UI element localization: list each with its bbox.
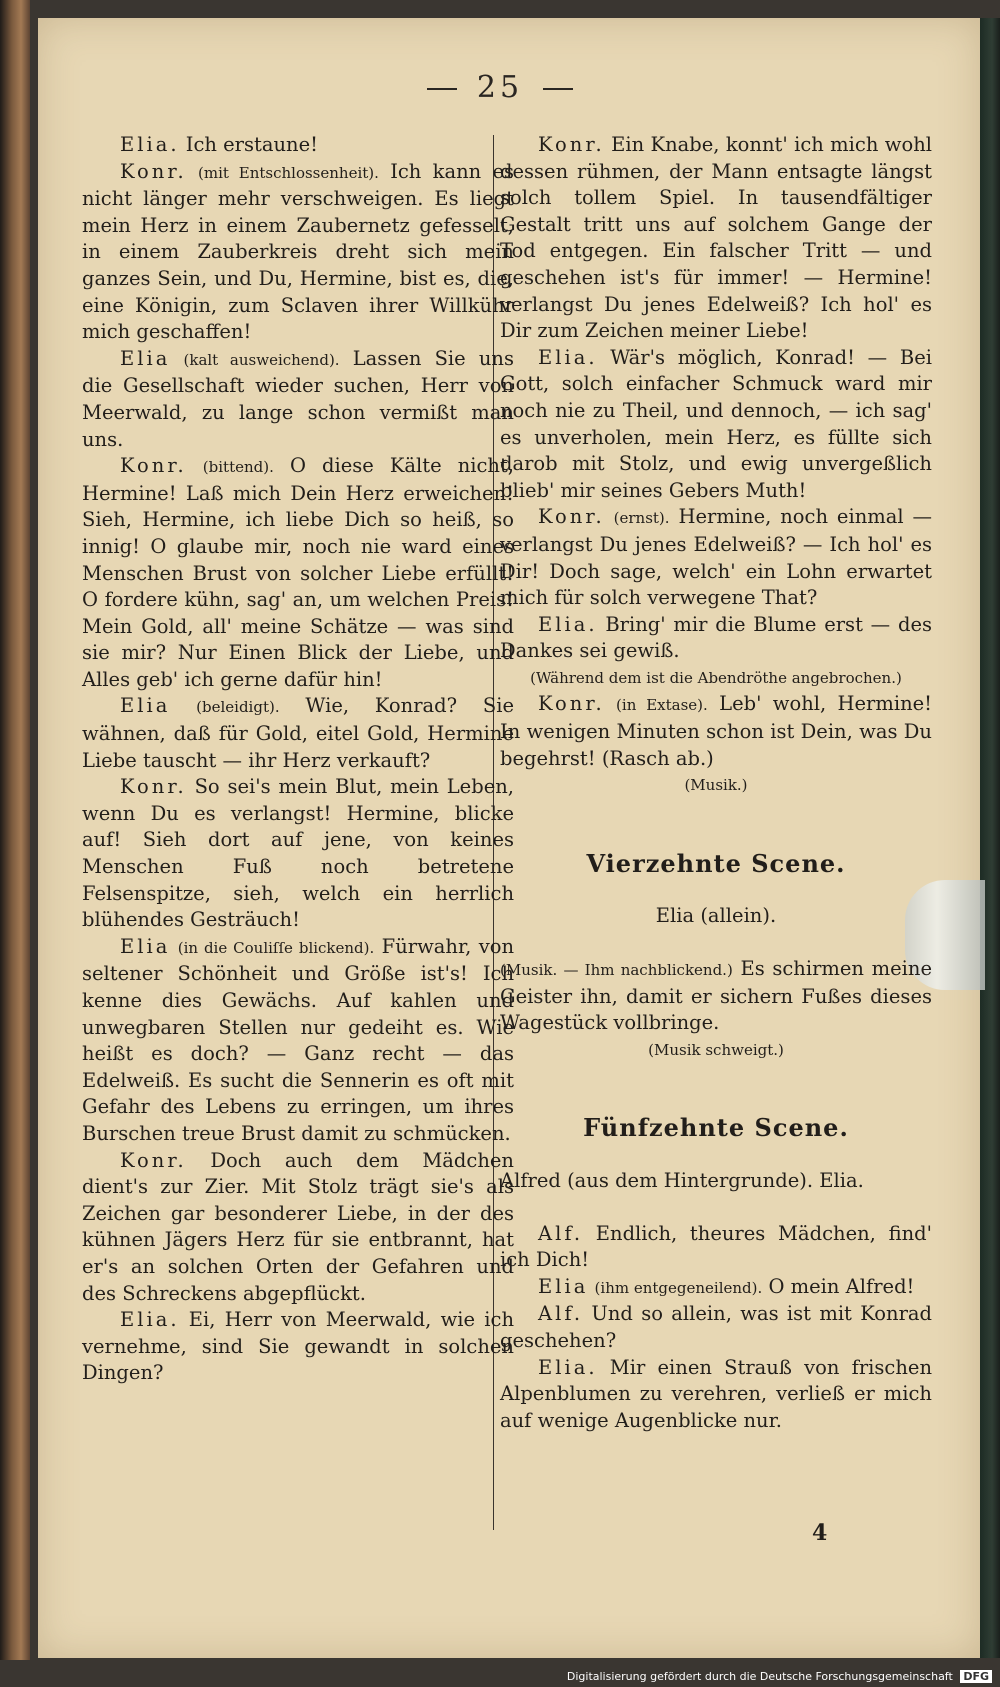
speaker-name: Alf. xyxy=(538,1221,584,1245)
line-text: Endlich, theures Mädchen, find' ich Dich! xyxy=(500,1221,932,1272)
left-column xyxy=(82,132,514,1387)
dfg-logo: DFG xyxy=(960,1670,992,1683)
speaker-name: Konr. xyxy=(120,159,187,183)
stage-direction: (kalt ausweichend). xyxy=(183,350,340,369)
speaker-name: Elia. xyxy=(120,1308,180,1332)
speaker-name: Elia xyxy=(120,694,171,718)
line-text: Wär's möglich, Konrad! — Bei Gott, solch einfacher Schmuck ward mir noch nie zu Theil, und dennoch, — ich sag' es unverholen, mein Herz, es füllte sich darob mit Stolz, und ewig unvergeßlich blieb' mir seines Gebers Muth! xyxy=(500,345,932,502)
dialogue-line xyxy=(82,934,514,1148)
speaker-name: Elia xyxy=(120,934,171,958)
dialogue-line xyxy=(82,346,514,453)
line-text: Und so allein, was ist mit Konrad geschehen? xyxy=(500,1302,932,1352)
line-text: O diese Kälte nicht, Hermine! Laß mich Dein Herz erweichen! Sieh, Hermine, ich liebe Dich so heiß, so innig! O glaube mir, noch nie ward eines Menschen Brust von solcher Liebe erfüllt! O fordere kühn, sag' an, um welchen Preis! Mein Gold, all' meine Schätze — was sind sie mir? Nur Einen Blick der Liebe, und Alles geb' ich gerne dafür hin! xyxy=(82,454,515,691)
dialogue-line xyxy=(500,612,932,665)
stage-direction: (Musik. — Ihm nachblickend.) xyxy=(500,961,733,980)
dialogue-line xyxy=(500,956,932,1037)
dash-right xyxy=(543,88,573,90)
line-text: Ei, Herr von Meerwald, wie ich vernehme, sind Sie gewandt in solchen Dingen? xyxy=(82,1308,514,1385)
signature-mark: 4 xyxy=(812,1520,828,1546)
stage-direction: (ernst). xyxy=(613,509,670,528)
stage-direction: (ihm entgegeneilend). xyxy=(594,1278,763,1297)
dialogue-line xyxy=(500,345,932,505)
scene-persons-15: Alfred (aus dem Hintergrunde). Elia. xyxy=(500,1169,864,1192)
dialogue-line xyxy=(82,453,514,693)
dialogue-line xyxy=(500,504,932,611)
dialogue-line xyxy=(500,691,932,772)
line-text: Leb' wohl, Hermine! In wenigen Minuten schon ist Dein, was Du begehrst! xyxy=(500,692,933,770)
music-end-direction: (Musik schweigt.) xyxy=(648,1040,784,1059)
previous-page-edge xyxy=(0,0,30,1660)
line-text: Bring' mir die Blume erst — des Dankes sei gewiß. xyxy=(500,612,932,663)
dialogue-line xyxy=(82,132,514,159)
spacer xyxy=(500,1063,932,1115)
line-text: Ich erstaune! xyxy=(185,133,318,156)
speaker-name: Elia. xyxy=(538,1355,598,1379)
scene-title-15: Fünfzehnte Scene. xyxy=(583,1113,849,1143)
dialogue-line xyxy=(82,1307,514,1387)
dialogue-line xyxy=(500,132,932,345)
right-column xyxy=(500,132,932,1434)
spacer xyxy=(500,1195,932,1221)
line-text: Mir einen Strauß von frischen Alpenblumen zu verehren, verließ er mich auf wenige Augenblicke nur. xyxy=(500,1355,932,1432)
speaker-name: Elia. xyxy=(538,345,598,369)
stage-direction: (beleidigt). xyxy=(196,698,280,717)
dialogue-line xyxy=(82,774,514,934)
line-text: Wie, Konrad? Sie wähnen, daß für Gold, eitel Gold, Hermine Liebe tauscht — ihr Herz verkauft? xyxy=(82,694,515,772)
dialogue-line xyxy=(500,1301,932,1354)
dash-left xyxy=(427,88,457,90)
speaker-name: Elia. xyxy=(538,612,598,636)
speaker-name: Konr. xyxy=(120,775,187,799)
page-binding-edge xyxy=(980,18,1000,1658)
dialogue-line xyxy=(500,1274,932,1302)
dialogue-line xyxy=(500,1221,932,1274)
stage-direction: (in die Couliſſe blickend). xyxy=(177,938,375,957)
line-text: O mein Alfred! xyxy=(768,1274,915,1298)
stage-direction: (mit Entschlossenheit). xyxy=(198,163,379,182)
speaker-name: Konr. xyxy=(120,1148,187,1172)
scene-title-14: Vierzehnte Scene. xyxy=(586,848,846,878)
line-text: Fürwahr, von seltener Schönheit und Größe ist's! Ich kenne dies Gewächs. Auf kahlen und unwegbaren Stellen nur gedeiht es. Wie heißt es doch? — Ganz recht — das Edelweiß. Es sucht die Sennerin es oft mit Gefahr des Lebens zu erringen, um ihres Burschen treue Brust damit zu schmücken. xyxy=(82,934,515,1145)
spacer xyxy=(500,930,932,956)
line-text: Doch auch dem Mädchen dient's zur Zier. Mit Stolz trägt sie's als Zeichen gar besonderer Liebe, in der des kühnen Jägers Herz für sie entbrannt, hat er's an solchen Orten der Gefahren und des Schreckens abgepflückt. xyxy=(82,1148,514,1305)
page-number: 25 xyxy=(0,70,1000,105)
line-text: Lassen Sie uns die Gesellschaft wieder suchen, Herr von Meerwald, zu lange schon vermißt man uns. xyxy=(82,346,514,451)
stage-direction: (bittend). xyxy=(202,458,274,477)
line-text: Ein Knabe, konnt' ich mich wohl dessen rühmen, der Mann entsagte längst solch tollem Spiel. In tausendfältiger Gestalt tritt uns auf solchem Gange der Tod entgegen. Ein falscher Tritt — und geschehen ist's für immer! — Hermine! verlangst Du jenes Edelweiß? Ich hol' es Dir zum Zeichen meiner Liebe! xyxy=(500,133,932,343)
scene-persons-14: Elia (allein). xyxy=(655,904,777,928)
dialogue-line xyxy=(82,159,514,346)
stage-direction: (in Extase). xyxy=(616,696,708,715)
line-text: Es schirmen meine Geister ihn, damit er sichern Fußes dieses Wagestück vollbringe. xyxy=(500,957,933,1035)
dialogue-line xyxy=(82,693,514,774)
music-direction: (Musik.) xyxy=(684,776,748,795)
spacer xyxy=(500,877,932,903)
dialogue-line xyxy=(82,1148,514,1308)
line-text: Hermine, noch einmal — verlangst Du jenes Edelweiß? — Ich hol' es Dir! Doch sage, welch' ein Lohn erwartet mich für solch verwegene That? xyxy=(500,505,932,610)
spacer xyxy=(500,1142,932,1168)
speaker-name: Konr. xyxy=(538,505,605,529)
speaker-name: Elia xyxy=(120,346,171,370)
line-text: Ich kann es nicht länger mehr verschweigen. Es liegt mein Herz in einem Zaubernetz gefesselt, in einem Zauberkreis dreht sich mein ganzes Sein, und Du, Hermine, bist es, die, eine Königin, zum Sclaven ihrer Willkühr mich geschaffen! xyxy=(82,159,515,344)
speaker-name: Alf. xyxy=(538,1302,584,1326)
speaker-name: Elia xyxy=(538,1274,589,1298)
speaker-name: Konr. xyxy=(120,454,187,478)
speaker-name: Konr. xyxy=(538,692,605,716)
dialogue-line xyxy=(500,1355,932,1435)
stage-direction-evening: (Während dem ist die Abendröthe angebrochen.) xyxy=(530,668,902,687)
footer-text: Digitalisierung gefördert durch die Deutsche Forschungsgemeinschaft xyxy=(566,1670,953,1683)
speaker-name: Elia. xyxy=(120,133,180,156)
line-text: So sei's mein Blut, mein Leben, wenn Du es verlangst! Hermine, blicke auf! Sieh dort auf jene, von keines Menschen Fuß noch betretene Felsenspitze, sieh, welch ein herrlich blühendes Gesträuch! xyxy=(82,775,514,932)
exit-direction: (Rasch ab.) xyxy=(601,746,714,770)
spacer xyxy=(500,799,932,851)
footer-credit xyxy=(567,1670,992,1683)
speaker-name: Konr. xyxy=(538,133,605,156)
